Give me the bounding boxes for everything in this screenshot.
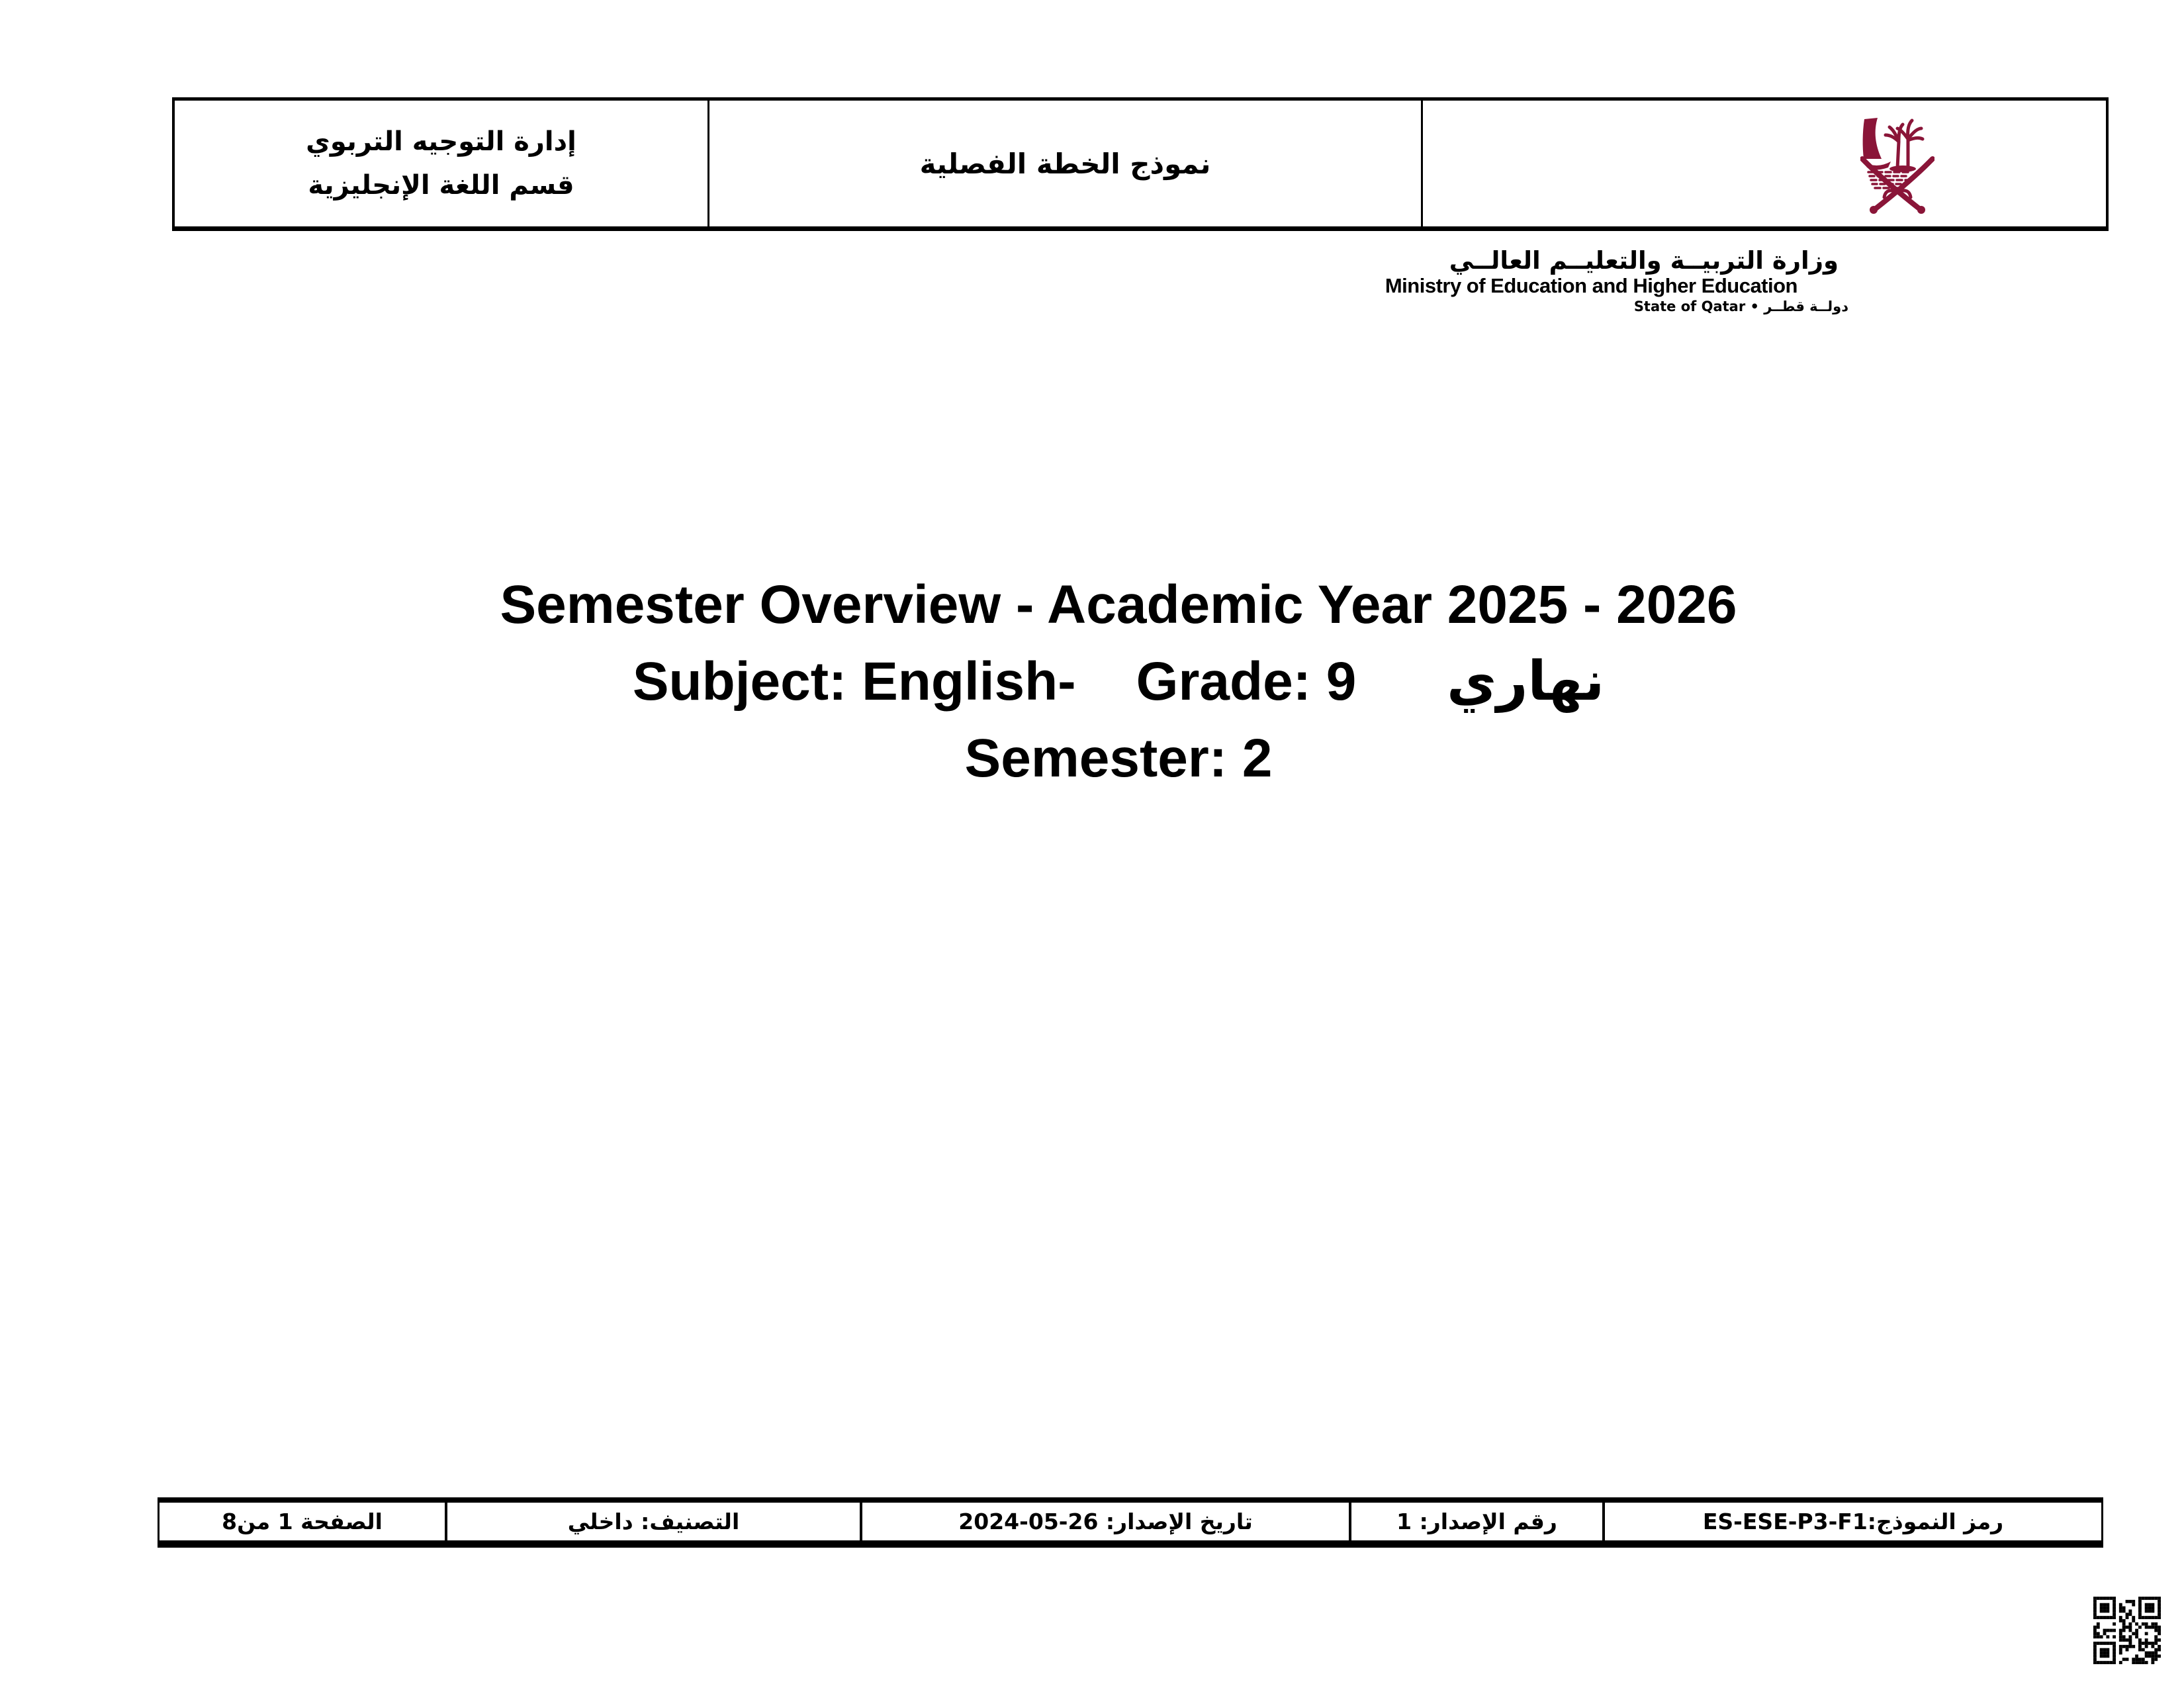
department-line-2: قسم اللغة الإنجليزية <box>308 170 574 201</box>
footer-table <box>158 1497 2103 1548</box>
header-cell-form-title <box>709 101 1423 226</box>
header-table <box>172 97 2109 314</box>
footer-cell-classification: التصنيف: داخلي <box>447 1503 862 1540</box>
header-cell-logo <box>1385 101 2106 314</box>
department-line-1: إدارة التوجيه التربوي <box>306 126 576 157</box>
qatar-emblem-icon <box>1860 110 1934 214</box>
ministry-name-english: Ministry of Education and Higher Education <box>1385 274 1797 297</box>
title-block <box>60 567 2177 797</box>
state-of-qatar-line: State of Qatar • دولــة قطــر <box>1633 299 1848 314</box>
academic-year-title: Semester Overview - Academic Year 2025 - 2026 <box>500 575 1737 635</box>
ministry-name-arabic: وزارة التربيــة والتعليــم العالــي <box>1449 246 1839 275</box>
subject-grade-line: Subject: English- Grade: 9 نهاري <box>632 651 1605 712</box>
footer-cell-issue-date: تاريخ الإصدار: 26-05-2024 <box>862 1503 1351 1540</box>
qr-code <box>2093 1597 2161 1664</box>
footer-cell-form-code: رمز النموذج:ES-ESE-P3-F1 <box>1702 1509 2004 1534</box>
footer-cell-page-number: الصفحة 1 من8 <box>159 1503 447 1540</box>
form-title-text: نموذج الخطة الفصلية <box>919 147 1211 180</box>
header-cell-department <box>175 101 709 226</box>
footer-cell-issue-number: رقم الإصدار: 1 <box>1351 1503 1605 1540</box>
semester-line: Semester: 2 <box>964 728 1273 788</box>
